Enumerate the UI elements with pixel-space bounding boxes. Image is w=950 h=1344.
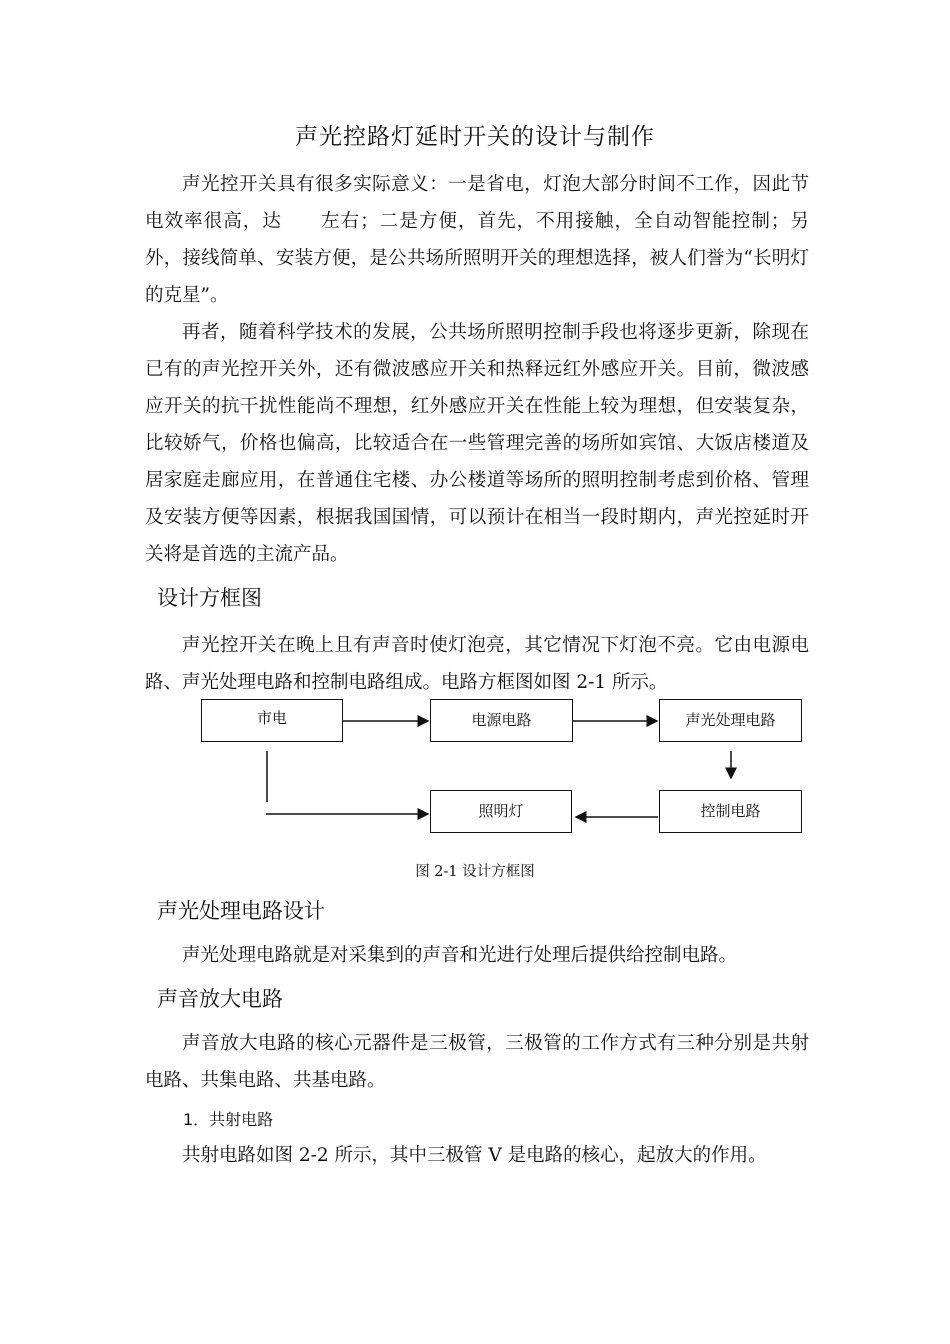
section-heading-amplifier: 声音放大电路: [157, 987, 283, 1011]
box-lamp: 照明灯: [430, 790, 572, 833]
figure-caption: 图 2-1 设计方框图: [415, 864, 535, 880]
intro-paragraph-1: 声光控开关具有很多实际意义：一是省电，灯泡大部分时间不工作，因此节电效率很高，达 左右；二是方便，首先，不用接触，全自动智能控制；另外，接线简单、安装方便，是公共场所照明开关的理想选择，被人们誉为“长明灯的克星”。: [145, 174, 809, 306]
intro-paragraph-2: 再者，随着科学技术的发展，公共场所照明控制手段也将逐步更新，除现在已有的声光控开关外，还有微波感应开关和热释远红外感应开关。目前，微波感应开关的抗干扰性能尚不理想，红外感应开关在性能上较为理想，但安装复杂，比较娇气，价格也偏高，比较适合在一些管理完善的场所如宾馆、大饭店楼道及居家庭走廊应用，在普通住宅楼、办公楼道等场所的照明控制考虑到价格、管理及安装方便等因素，根据我国国情，可以预计在相当一段时期内，声光控延时开关将是首选的主流产品。: [145, 322, 809, 565]
section-text-amplifier: 声音放大电路的核心元器件是三极管，三极管的工作方式有三种分别是共射电路、共集电路、共基电路。: [145, 1033, 809, 1091]
section-text-processing: 声光处理电路就是对采集到的声音和光进行处理后提供给控制电路。: [182, 945, 738, 966]
box-control-circuit: 控制电路: [659, 790, 802, 833]
section-heading-processing: 声光处理电路设计: [157, 899, 325, 923]
section-heading-design: 设计方框图: [157, 586, 262, 610]
subsection-text-1: 共射电路如图 2-2 所示，其中三极管 V 是电路的核心，起放大的作用。: [182, 1145, 767, 1166]
box-power-circuit: 电源电路: [430, 699, 573, 742]
document-title: 声光控路灯延时开关的设计与制作: [295, 124, 655, 150]
box-mains: 市电: [201, 699, 343, 742]
section-text-design: 声光控开关在晚上且有声音时使灯泡亮，其它情况下灯泡不亮。它由电源电路、声光处理电路和控制电路组成。电路方框图如图 2-1 所示。: [145, 635, 809, 693]
box-processing-circuit: 声光处理电路: [659, 699, 802, 742]
subsection-heading-1: 1．共射电路: [183, 1110, 274, 1129]
